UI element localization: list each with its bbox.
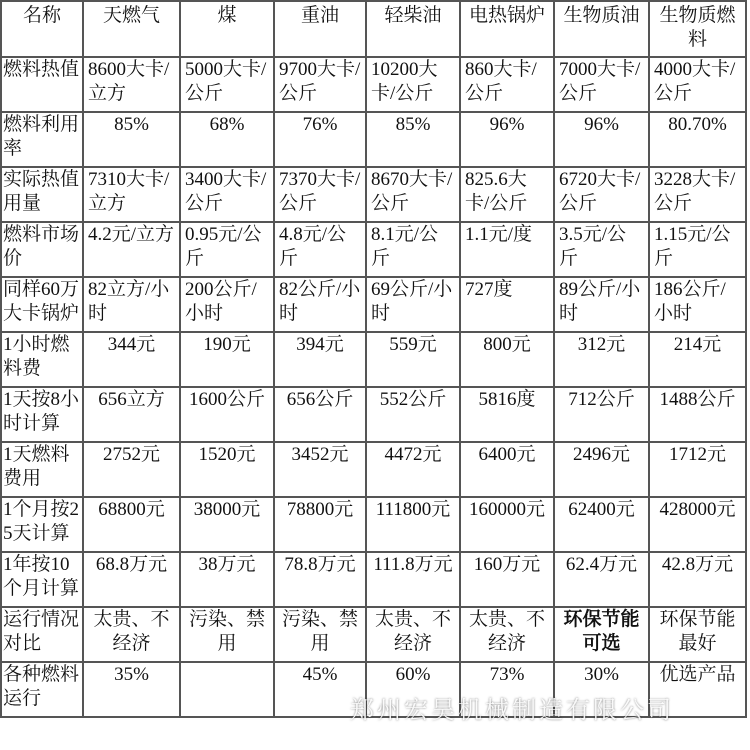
table-cell: 环保节能最好 (649, 607, 746, 662)
table-cell: 7370大卡/公斤 (274, 167, 366, 222)
table-cell: 2752元 (83, 442, 180, 497)
row-label: 燃料热值 (1, 57, 83, 112)
table-cell: 80.70% (649, 112, 746, 167)
table-cell: 825.6大卡/公斤 (460, 167, 554, 222)
row-label: 1年按10个月计算 (1, 552, 83, 607)
table-row (1, 112, 746, 167)
table-cell: 160000元 (460, 497, 554, 552)
table-cell: 10200大卡/公斤 (366, 57, 460, 112)
table-cell: 344元 (83, 332, 180, 387)
table-cell: 4472元 (366, 442, 460, 497)
table-cell: 38万元 (180, 552, 274, 607)
table-cell: 污染、禁用 (274, 607, 366, 662)
table-cell: 35% (83, 662, 180, 717)
table-row (1, 332, 746, 387)
header-cell-name: 名称 (1, 1, 83, 57)
row-label: 1天按8小时计算 (1, 387, 83, 442)
table-cell: 89公斤/小时 (554, 277, 649, 332)
table-cell: 96% (554, 112, 649, 167)
table-cell: 1600公斤 (180, 387, 274, 442)
row-label: 1小时燃料费 (1, 332, 83, 387)
table-cell: 800元 (460, 332, 554, 387)
row-label: 燃料利用率 (1, 112, 83, 167)
table-cell: 3228大卡/公斤 (649, 167, 746, 222)
table-cell: 太贵、不经济 (460, 607, 554, 662)
table-cell: 200公斤/小时 (180, 277, 274, 332)
table-cell: 727度 (460, 277, 554, 332)
table-row (1, 442, 746, 497)
table-cell: 45% (274, 662, 366, 717)
table-cell: 1712元 (649, 442, 746, 497)
table-cell: 太贵、不经济 (366, 607, 460, 662)
table-cell: 8670大卡/公斤 (366, 167, 460, 222)
table-cell: 78.8万元 (274, 552, 366, 607)
table-cell: 2496元 (554, 442, 649, 497)
table-cell: 82公斤/小时 (274, 277, 366, 332)
company-watermark: 郑州宏昊机械制造有限公司 (350, 697, 674, 724)
table-cell: 0.95元/公斤 (180, 222, 274, 277)
table-cell: 62400元 (554, 497, 649, 552)
table-cell: 712公斤 (554, 387, 649, 442)
table-cell: 7310大卡/立方 (83, 167, 180, 222)
table-cell: 6720大卡/公斤 (554, 167, 649, 222)
table-cell: 68.8万元 (83, 552, 180, 607)
table-row (1, 277, 746, 332)
table-cell: 312元 (554, 332, 649, 387)
table-cell: 1.15元/公斤 (649, 222, 746, 277)
table-cell: 42.8万元 (649, 552, 746, 607)
table-cell: 190元 (180, 332, 274, 387)
table-cell: 污染、禁用 (180, 607, 274, 662)
table-cell: 7000大卡/公斤 (554, 57, 649, 112)
table-cell: 1520元 (180, 442, 274, 497)
table-cell: 78800元 (274, 497, 366, 552)
row-label: 同样60万大卡锅炉 (1, 277, 83, 332)
table-row (1, 662, 746, 717)
table-row (1, 552, 746, 607)
table-cell: 214元 (649, 332, 746, 387)
table-cell: 8600大卡/立方 (83, 57, 180, 112)
table-cell: 3452元 (274, 442, 366, 497)
table-row (1, 607, 746, 662)
table-row (1, 387, 746, 442)
table-cell: 160万元 (460, 552, 554, 607)
table-row (1, 167, 746, 222)
table-cell: 38000元 (180, 497, 274, 552)
row-label: 1个月按25天计算 (1, 497, 83, 552)
row-label: 实际热值用量 (1, 167, 83, 222)
table-cell: 860大卡/公斤 (460, 57, 554, 112)
table-cell: 1488公斤 (649, 387, 746, 442)
table-cell: 85% (83, 112, 180, 167)
table-row (1, 222, 746, 277)
table-cell: 96% (460, 112, 554, 167)
table-body (1, 1, 746, 717)
row-label: 运行情况对比 (1, 607, 83, 662)
table-cell: 73% (460, 662, 554, 717)
table-cell (180, 662, 274, 717)
header-cell-light-diesel: 轻柴油 (366, 1, 460, 57)
table-cell: 5816度 (460, 387, 554, 442)
table-cell: 1.1元/度 (460, 222, 554, 277)
header-cell-heavy-oil: 重油 (274, 1, 366, 57)
header-cell-natural-gas: 天燃气 (83, 1, 180, 57)
table-cell: 394元 (274, 332, 366, 387)
table-row (1, 497, 746, 552)
header-cell-biomass-fuel: 生物质燃料 (649, 1, 746, 57)
row-label: 各种燃料运行 (1, 662, 83, 717)
row-label: 1天燃料费用 (1, 442, 83, 497)
table-cell: 环保节能可选 (554, 607, 649, 662)
header-row (1, 1, 746, 57)
table-cell: 3400大卡/公斤 (180, 167, 274, 222)
table-cell: 111.8万元 (366, 552, 460, 607)
table-cell: 69公斤/小时 (366, 277, 460, 332)
table-cell: 4.2元/立方 (83, 222, 180, 277)
table-cell: 8.1元/公斤 (366, 222, 460, 277)
table-cell: 68% (180, 112, 274, 167)
header-cell-electric-boiler: 电热锅炉 (460, 1, 554, 57)
table-cell: 111800元 (366, 497, 460, 552)
table-cell: 优选产品 (649, 662, 746, 717)
table-cell: 5000大卡/公斤 (180, 57, 274, 112)
table-cell: 6400元 (460, 442, 554, 497)
table-cell: 656公斤 (274, 387, 366, 442)
table-cell: 4.8元/公斤 (274, 222, 366, 277)
table-cell: 太贵、不经济 (83, 607, 180, 662)
table-cell: 428000元 (649, 497, 746, 552)
table-cell: 186公斤/小时 (649, 277, 746, 332)
table-cell: 68800元 (83, 497, 180, 552)
table-cell: 656立方 (83, 387, 180, 442)
table-cell: 85% (366, 112, 460, 167)
table-cell: 76% (274, 112, 366, 167)
row-label: 燃料市场价 (1, 222, 83, 277)
table-cell: 4000大卡/公斤 (649, 57, 746, 112)
table-cell: 3.5元/公斤 (554, 222, 649, 277)
header-cell-coal: 煤 (180, 1, 274, 57)
table-cell: 82立方/小时 (83, 277, 180, 332)
table-cell: 9700大卡/公斤 (274, 57, 366, 112)
table-row (1, 57, 746, 112)
table-cell: 62.4万元 (554, 552, 649, 607)
table-cell: 559元 (366, 332, 460, 387)
table-cell: 30% (554, 662, 649, 717)
table-cell: 552公斤 (366, 387, 460, 442)
table-cell: 60% (366, 662, 460, 717)
header-cell-bio-oil: 生物质油 (554, 1, 649, 57)
